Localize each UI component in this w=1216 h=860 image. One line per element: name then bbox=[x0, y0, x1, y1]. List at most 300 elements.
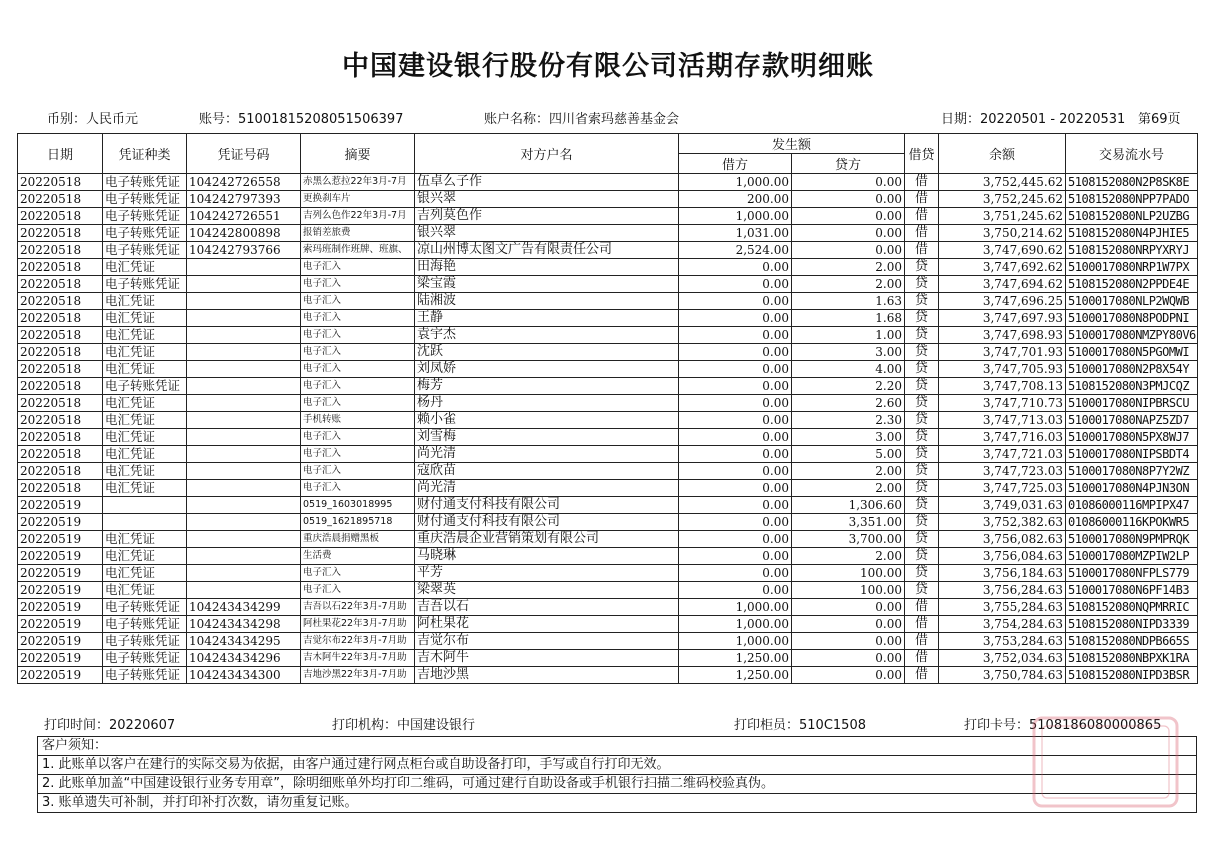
row-balance: 3,747,690.62 bbox=[939, 242, 1066, 259]
row-credit: 0.00 bbox=[792, 174, 905, 191]
row-counterparty: 马晓琳 bbox=[415, 548, 679, 565]
row-dc: 贷 bbox=[905, 259, 939, 276]
table-row bbox=[18, 208, 1198, 225]
row-memo: 电子汇入 bbox=[301, 463, 415, 480]
row-credit: 2.00 bbox=[792, 276, 905, 293]
row-dc: 贷 bbox=[905, 344, 939, 361]
row-counterparty: 刘雪梅 bbox=[415, 429, 679, 446]
row-dc: 贷 bbox=[905, 531, 939, 548]
row-seq: 01086000116MPIPX47 bbox=[1066, 497, 1198, 514]
row-voucher-type: 电汇凭证 bbox=[103, 548, 187, 565]
row-date: 20220518 bbox=[18, 429, 103, 446]
row-seq: 5108152080N2PPDE4E bbox=[1066, 276, 1198, 293]
row-dc: 借 bbox=[905, 174, 939, 191]
table-row bbox=[18, 548, 1198, 565]
row-memo: 生活费 bbox=[301, 548, 415, 565]
print-card-label: 打印卡号： bbox=[964, 718, 1030, 733]
row-debit: 0.00 bbox=[679, 480, 792, 497]
row-balance: 3,747,705.93 bbox=[939, 361, 1066, 378]
row-dc: 贷 bbox=[905, 429, 939, 446]
col-voucher-no: 凭证号码 bbox=[187, 134, 301, 174]
table-row bbox=[18, 599, 1198, 616]
row-memo: 手机转账 bbox=[301, 412, 415, 429]
table-row bbox=[18, 412, 1198, 429]
row-debit: 0.00 bbox=[679, 259, 792, 276]
row-date: 20220518 bbox=[18, 327, 103, 344]
row-memo: 吉觉尔布22年3月-7月助 bbox=[301, 633, 415, 650]
row-voucher-type: 电汇凭证 bbox=[103, 463, 187, 480]
row-dc: 借 bbox=[905, 667, 939, 684]
col-debit: 借方 bbox=[679, 154, 792, 174]
row-debit: 0.00 bbox=[679, 497, 792, 514]
row-dc: 贷 bbox=[905, 361, 939, 378]
row-voucher-no bbox=[187, 412, 301, 429]
row-dc: 借 bbox=[905, 242, 939, 259]
row-dc: 贷 bbox=[905, 463, 939, 480]
row-debit: 0.00 bbox=[679, 531, 792, 548]
row-counterparty: 梁宝霞 bbox=[415, 276, 679, 293]
row-debit: 0.00 bbox=[679, 327, 792, 344]
row-voucher-type: 电子转账凭证 bbox=[103, 616, 187, 633]
row-date: 20220518 bbox=[18, 225, 103, 242]
row-dc: 贷 bbox=[905, 497, 939, 514]
row-voucher-type bbox=[103, 514, 187, 531]
row-voucher-type: 电汇凭证 bbox=[103, 412, 187, 429]
row-date: 20220519 bbox=[18, 599, 103, 616]
row-voucher-type: 电汇凭证 bbox=[103, 310, 187, 327]
row-credit: 1,306.60 bbox=[792, 497, 905, 514]
row-credit: 2.20 bbox=[792, 378, 905, 395]
row-voucher-type: 电汇凭证 bbox=[103, 480, 187, 497]
row-dc: 贷 bbox=[905, 378, 939, 395]
print-card-value: 5108186080000865 bbox=[1029, 718, 1162, 733]
row-counterparty: 财付通支付科技有限公司 bbox=[415, 497, 679, 514]
row-counterparty: 梁翠英 bbox=[415, 582, 679, 599]
row-debit: 1,000.00 bbox=[679, 208, 792, 225]
print-teller bbox=[734, 714, 866, 733]
row-date: 20220518 bbox=[18, 259, 103, 276]
row-seq: 5100017080N5PX8WJ7 bbox=[1066, 429, 1198, 446]
row-voucher-type: 电子转账凭证 bbox=[103, 378, 187, 395]
row-balance: 3,747,692.62 bbox=[939, 259, 1066, 276]
row-balance: 3,747,708.13 bbox=[939, 378, 1066, 395]
col-credit: 贷方 bbox=[792, 154, 905, 174]
col-dc: 借贷 bbox=[905, 134, 939, 174]
row-voucher-type: 电子转账凭证 bbox=[103, 633, 187, 650]
row-date: 20220518 bbox=[18, 463, 103, 480]
table-row bbox=[18, 293, 1198, 310]
row-voucher-type: 电汇凭证 bbox=[103, 429, 187, 446]
row-debit: 0.00 bbox=[679, 395, 792, 412]
row-counterparty: 杨丹 bbox=[415, 395, 679, 412]
row-memo: 赤黑么惹拉22年3月-7月 bbox=[301, 174, 415, 191]
row-memo: 吉地沙黑22年3月-7月助 bbox=[301, 667, 415, 684]
row-voucher-type: 电汇凭证 bbox=[103, 531, 187, 548]
row-credit: 4.00 bbox=[792, 361, 905, 378]
row-date: 20220519 bbox=[18, 531, 103, 548]
row-dc: 贷 bbox=[905, 412, 939, 429]
col-seq: 交易流水号 bbox=[1066, 134, 1198, 174]
row-memo: 电子汇入 bbox=[301, 446, 415, 463]
row-debit: 2,524.00 bbox=[679, 242, 792, 259]
row-counterparty: 重庆浩晨企业营销策划有限公司 bbox=[415, 531, 679, 548]
row-credit: 0.00 bbox=[792, 225, 905, 242]
row-voucher-no bbox=[187, 276, 301, 293]
print-time bbox=[44, 714, 175, 733]
row-credit: 0.00 bbox=[792, 242, 905, 259]
row-balance: 3,755,284.63 bbox=[939, 599, 1066, 616]
row-debit: 0.00 bbox=[679, 548, 792, 565]
row-date: 20220518 bbox=[18, 242, 103, 259]
row-balance: 3,752,034.63 bbox=[939, 650, 1066, 667]
row-credit: 1.68 bbox=[792, 310, 905, 327]
row-memo: 电子汇入 bbox=[301, 378, 415, 395]
row-memo: 吉吾以石22年3月-7月助 bbox=[301, 599, 415, 616]
row-voucher-no bbox=[187, 327, 301, 344]
row-memo: 电子汇入 bbox=[301, 327, 415, 344]
row-credit: 100.00 bbox=[792, 582, 905, 599]
row-dc: 贷 bbox=[905, 565, 939, 582]
row-counterparty: 陆湘波 bbox=[415, 293, 679, 310]
row-balance: 3,747,696.25 bbox=[939, 293, 1066, 310]
row-memo: 索玛班制作班牌、班旗、 bbox=[301, 242, 415, 259]
row-counterparty: 寇欣苗 bbox=[415, 463, 679, 480]
table-row bbox=[18, 327, 1198, 344]
row-counterparty: 银兴翠 bbox=[415, 225, 679, 242]
row-credit: 1.00 bbox=[792, 327, 905, 344]
statement-title: 中国建设银行股份有限公司活期存款明细账 bbox=[342, 51, 874, 82]
row-credit: 2.00 bbox=[792, 480, 905, 497]
row-date: 20220518 bbox=[18, 378, 103, 395]
row-credit: 1.63 bbox=[792, 293, 905, 310]
row-dc: 借 bbox=[905, 225, 939, 242]
row-date: 20220518 bbox=[18, 310, 103, 327]
row-balance: 3,750,784.63 bbox=[939, 667, 1066, 684]
row-dc: 借 bbox=[905, 633, 939, 650]
row-date: 20220518 bbox=[18, 446, 103, 463]
table-row bbox=[18, 174, 1198, 191]
row-seq: 5108152080NLP2UZBG bbox=[1066, 208, 1198, 225]
row-voucher-no bbox=[187, 429, 301, 446]
note-item-2: 2. 此账单加盖“中国建设银行业务专用章”，除明细账单外均打印二维码，可通过建行自助设备或手机银行扫描二维码校验真伪。 bbox=[38, 775, 1197, 794]
row-dc: 贷 bbox=[905, 514, 939, 531]
row-balance: 3,753,284.63 bbox=[939, 633, 1066, 650]
table-row bbox=[18, 480, 1198, 497]
row-seq: 5100017080NRP1W7PX bbox=[1066, 259, 1198, 276]
row-balance: 3,756,184.63 bbox=[939, 565, 1066, 582]
row-counterparty: 平芳 bbox=[415, 565, 679, 582]
row-memo: 电子汇入 bbox=[301, 361, 415, 378]
row-memo: 电子汇入 bbox=[301, 259, 415, 276]
row-date: 20220518 bbox=[18, 191, 103, 208]
row-voucher-type: 电汇凭证 bbox=[103, 565, 187, 582]
row-dc: 贷 bbox=[905, 293, 939, 310]
row-debit: 0.00 bbox=[679, 293, 792, 310]
row-dc: 借 bbox=[905, 599, 939, 616]
table-row bbox=[18, 242, 1198, 259]
row-debit: 0.00 bbox=[679, 361, 792, 378]
row-voucher-no: 104242800898 bbox=[187, 225, 301, 242]
row-balance: 3,747,694.62 bbox=[939, 276, 1066, 293]
row-voucher-no bbox=[187, 531, 301, 548]
row-balance: 3,747,710.73 bbox=[939, 395, 1066, 412]
row-credit: 0.00 bbox=[792, 667, 905, 684]
row-debit: 0.00 bbox=[679, 310, 792, 327]
row-balance: 3,752,382.63 bbox=[939, 514, 1066, 531]
row-balance: 3,749,031.63 bbox=[939, 497, 1066, 514]
row-counterparty: 梅芳 bbox=[415, 378, 679, 395]
table-row bbox=[18, 582, 1198, 599]
row-balance: 3,756,082.63 bbox=[939, 531, 1066, 548]
row-balance: 3,750,214.62 bbox=[939, 225, 1066, 242]
row-dc: 贷 bbox=[905, 310, 939, 327]
table-row bbox=[18, 344, 1198, 361]
row-balance: 3,747,713.03 bbox=[939, 412, 1066, 429]
row-credit: 3.00 bbox=[792, 344, 905, 361]
row-memo: 阿杜果花22年3月-7月助 bbox=[301, 616, 415, 633]
row-dc: 贷 bbox=[905, 327, 939, 344]
row-balance: 3,754,284.63 bbox=[939, 616, 1066, 633]
row-voucher-no bbox=[187, 395, 301, 412]
row-dc: 贷 bbox=[905, 582, 939, 599]
row-counterparty: 吉列莫色作 bbox=[415, 208, 679, 225]
table-row bbox=[18, 616, 1198, 633]
account-name-value: 四川省索玛慈善基金会 bbox=[549, 112, 680, 127]
row-seq: 5108152080N3PMJCQZ bbox=[1066, 378, 1198, 395]
row-seq: 5100017080N5PGOMWI bbox=[1066, 344, 1198, 361]
note-item-3: 3. 账单遗失可补制，并打印补打次数，请勿重复记账。 bbox=[38, 794, 1197, 813]
row-memo: 电子汇入 bbox=[301, 310, 415, 327]
row-counterparty: 赖小雀 bbox=[415, 412, 679, 429]
row-memo: 电子汇入 bbox=[301, 429, 415, 446]
row-voucher-type: 电汇凭证 bbox=[103, 446, 187, 463]
col-balance: 余额 bbox=[939, 134, 1066, 174]
row-seq: 5100017080NIPBRSCU bbox=[1066, 395, 1198, 412]
date-range-info bbox=[941, 108, 1125, 127]
row-counterparty: 沈跃 bbox=[415, 344, 679, 361]
row-date: 20220518 bbox=[18, 344, 103, 361]
row-seq: 5100017080NMZPY80V6 bbox=[1066, 327, 1198, 344]
date-range-label: 日期： bbox=[941, 112, 981, 127]
row-date: 20220519 bbox=[18, 582, 103, 599]
table-row bbox=[18, 259, 1198, 276]
row-seq: 5100017080NLP2WQWB bbox=[1066, 293, 1198, 310]
row-date: 20220519 bbox=[18, 497, 103, 514]
row-voucher-type: 电汇凭证 bbox=[103, 361, 187, 378]
print-card bbox=[964, 714, 1161, 733]
row-memo: 重庆浩晨捐赠黑板 bbox=[301, 531, 415, 548]
row-seq: 5108152080NRPYXRYJ bbox=[1066, 242, 1198, 259]
row-credit: 2.00 bbox=[792, 548, 905, 565]
row-dc: 贷 bbox=[905, 480, 939, 497]
row-credit: 2.00 bbox=[792, 259, 905, 276]
row-counterparty: 尚光清 bbox=[415, 446, 679, 463]
table-row bbox=[18, 191, 1198, 208]
row-debit: 0.00 bbox=[679, 344, 792, 361]
row-balance: 3,747,697.93 bbox=[939, 310, 1066, 327]
row-voucher-no bbox=[187, 446, 301, 463]
row-memo: 电子汇入 bbox=[301, 565, 415, 582]
row-credit: 2.60 bbox=[792, 395, 905, 412]
row-voucher-no bbox=[187, 582, 301, 599]
row-date: 20220518 bbox=[18, 361, 103, 378]
row-dc: 借 bbox=[905, 208, 939, 225]
row-counterparty: 财付通支付科技有限公司 bbox=[415, 514, 679, 531]
row-counterparty: 阿杜果花 bbox=[415, 616, 679, 633]
row-voucher-type: 电汇凭证 bbox=[103, 259, 187, 276]
row-date: 20220518 bbox=[18, 480, 103, 497]
row-debit: 1,000.00 bbox=[679, 616, 792, 633]
row-counterparty: 袁宇杰 bbox=[415, 327, 679, 344]
table-row bbox=[18, 463, 1198, 480]
row-voucher-type: 电汇凭证 bbox=[103, 327, 187, 344]
row-credit: 0.00 bbox=[792, 650, 905, 667]
col-amount-group: 发生额 bbox=[679, 134, 905, 154]
row-counterparty: 凉山州博太图文广告有限责任公司 bbox=[415, 242, 679, 259]
row-date: 20220518 bbox=[18, 208, 103, 225]
row-date: 20220519 bbox=[18, 616, 103, 633]
table-row bbox=[18, 446, 1198, 463]
row-date: 20220519 bbox=[18, 633, 103, 650]
row-debit: 1,000.00 bbox=[679, 633, 792, 650]
row-date: 20220519 bbox=[18, 565, 103, 582]
row-date: 20220518 bbox=[18, 293, 103, 310]
row-debit: 0.00 bbox=[679, 582, 792, 599]
col-memo: 摘要 bbox=[301, 134, 415, 174]
table-row bbox=[18, 497, 1198, 514]
row-seq: 5100017080N8P7Y2WZ bbox=[1066, 463, 1198, 480]
row-dc: 贷 bbox=[905, 395, 939, 412]
row-counterparty: 银兴翠 bbox=[415, 191, 679, 208]
row-voucher-type: 电子转账凭证 bbox=[103, 276, 187, 293]
table-row bbox=[18, 276, 1198, 293]
row-credit: 3,351.00 bbox=[792, 514, 905, 531]
row-seq: 5108152080NIPD3BSR bbox=[1066, 667, 1198, 684]
row-seq: 5100017080N9PMPRQK bbox=[1066, 531, 1198, 548]
currency-info bbox=[47, 108, 138, 127]
row-seq: 01086000116KPOKWR5 bbox=[1066, 514, 1198, 531]
row-voucher-no bbox=[187, 293, 301, 310]
row-memo: 电子汇入 bbox=[301, 293, 415, 310]
row-voucher-no: 104242797393 bbox=[187, 191, 301, 208]
row-voucher-no: 104243434299 bbox=[187, 599, 301, 616]
print-org-label: 打印机构： bbox=[332, 718, 398, 733]
row-voucher-type: 电子转账凭证 bbox=[103, 667, 187, 684]
table-row bbox=[18, 667, 1198, 684]
account-label: 账号： bbox=[199, 112, 239, 127]
customer-notes bbox=[37, 736, 1197, 813]
row-credit: 0.00 bbox=[792, 599, 905, 616]
row-credit: 0.00 bbox=[792, 633, 905, 650]
row-voucher-no: 104242793766 bbox=[187, 242, 301, 259]
row-seq: 5108152080N4PJHIE5 bbox=[1066, 225, 1198, 242]
row-memo: 报销差旅费 bbox=[301, 225, 415, 242]
table-row bbox=[18, 429, 1198, 446]
row-dc: 借 bbox=[905, 650, 939, 667]
row-credit: 5.00 bbox=[792, 446, 905, 463]
row-seq: 5100017080NAPZ5ZD7 bbox=[1066, 412, 1198, 429]
row-voucher-no: 104243434296 bbox=[187, 650, 301, 667]
row-balance: 3,747,721.03 bbox=[939, 446, 1066, 463]
row-voucher-no: 104243434295 bbox=[187, 633, 301, 650]
row-date: 20220519 bbox=[18, 514, 103, 531]
row-credit: 0.00 bbox=[792, 208, 905, 225]
row-credit: 3.00 bbox=[792, 429, 905, 446]
row-dc: 借 bbox=[905, 191, 939, 208]
row-memo: 0519_1603018995 bbox=[301, 497, 415, 514]
row-counterparty: 吉吾以石 bbox=[415, 599, 679, 616]
row-voucher-type: 电汇凭证 bbox=[103, 582, 187, 599]
row-dc: 贷 bbox=[905, 548, 939, 565]
print-teller-value: 510C1508 bbox=[799, 718, 866, 733]
row-date: 20220519 bbox=[18, 650, 103, 667]
print-time-label: 打印时间： bbox=[44, 718, 110, 733]
row-date: 20220518 bbox=[18, 395, 103, 412]
row-date: 20220518 bbox=[18, 276, 103, 293]
row-balance: 3,747,716.03 bbox=[939, 429, 1066, 446]
table-row bbox=[18, 225, 1198, 242]
row-debit: 1,000.00 bbox=[679, 174, 792, 191]
row-balance: 3,747,723.03 bbox=[939, 463, 1066, 480]
row-counterparty: 尚光清 bbox=[415, 480, 679, 497]
row-seq: 5108152080N2P8SK8E bbox=[1066, 174, 1198, 191]
account-value: 51001815208051506397 bbox=[238, 112, 404, 127]
row-voucher-no bbox=[187, 480, 301, 497]
row-memo: 吉列么色作22年3月-7月 bbox=[301, 208, 415, 225]
row-voucher-type: 电汇凭证 bbox=[103, 293, 187, 310]
row-date: 20220519 bbox=[18, 667, 103, 684]
row-seq: 5100017080MZPIW2LP bbox=[1066, 548, 1198, 565]
notes-heading: 客户须知： bbox=[38, 737, 1197, 756]
row-voucher-no bbox=[187, 259, 301, 276]
row-date: 20220518 bbox=[18, 174, 103, 191]
row-counterparty: 吉觉尔布 bbox=[415, 633, 679, 650]
row-credit: 2.00 bbox=[792, 463, 905, 480]
print-org-value: 中国建设银行 bbox=[397, 718, 476, 733]
row-seq: 5100017080N2P8X54Y bbox=[1066, 361, 1198, 378]
row-memo: 吉木阿牛22年3月-7月助 bbox=[301, 650, 415, 667]
row-seq: 5100017080N6PF14B3 bbox=[1066, 582, 1198, 599]
row-voucher-no: 104243434298 bbox=[187, 616, 301, 633]
row-voucher-type: 电子转账凭证 bbox=[103, 599, 187, 616]
row-counterparty: 伍卓么子作 bbox=[415, 174, 679, 191]
row-counterparty: 吉地沙黑 bbox=[415, 667, 679, 684]
col-voucher-type: 凭证种类 bbox=[103, 134, 187, 174]
row-balance: 3,747,701.93 bbox=[939, 344, 1066, 361]
row-seq: 5108152080NDPB665S bbox=[1066, 633, 1198, 650]
row-debit: 1,000.00 bbox=[679, 599, 792, 616]
row-debit: 0.00 bbox=[679, 276, 792, 293]
row-counterparty: 吉木阿牛 bbox=[415, 650, 679, 667]
table-row bbox=[18, 633, 1198, 650]
row-voucher-type bbox=[103, 497, 187, 514]
row-voucher-type: 电子转账凭证 bbox=[103, 174, 187, 191]
row-debit: 0.00 bbox=[679, 429, 792, 446]
row-balance: 3,752,245.62 bbox=[939, 191, 1066, 208]
table-row bbox=[18, 310, 1198, 327]
row-memo: 0519_1621895718 bbox=[301, 514, 415, 531]
row-voucher-type: 电子转账凭证 bbox=[103, 650, 187, 667]
currency-label: 币别： bbox=[47, 112, 87, 127]
row-balance: 3,756,084.63 bbox=[939, 548, 1066, 565]
row-memo: 电子汇入 bbox=[301, 344, 415, 361]
row-voucher-type: 电子转账凭证 bbox=[103, 208, 187, 225]
table-row bbox=[18, 514, 1198, 531]
row-debit: 1,250.00 bbox=[679, 650, 792, 667]
row-voucher-no bbox=[187, 310, 301, 327]
table-row bbox=[18, 531, 1198, 548]
ledger-table bbox=[17, 133, 1198, 684]
